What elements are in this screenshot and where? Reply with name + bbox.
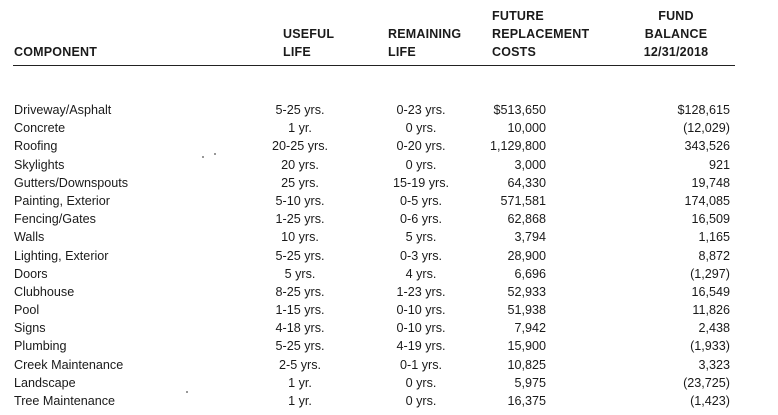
remaining-life-cell: 0 yrs. xyxy=(405,375,437,390)
table-row xyxy=(0,247,778,265)
header-divider xyxy=(13,65,735,66)
header-useful-life xyxy=(283,25,334,61)
future-cost-cell: 51,938 xyxy=(507,303,546,318)
table-row xyxy=(0,192,778,210)
fund-balance-cell: 343,526 xyxy=(684,139,730,154)
useful-life-cell: 20 yrs. xyxy=(281,157,319,172)
component-cell: Fencing/Gates xyxy=(14,212,96,227)
scan-speck xyxy=(202,156,204,158)
remaining-life-cell: 0-6 yrs. xyxy=(400,212,442,227)
header-remaining-life-line-2: LIFE xyxy=(388,45,416,59)
header-fund-balance-line-3: 12/31/2018 xyxy=(643,45,709,59)
component-cell: Landscape xyxy=(14,375,76,390)
scan-speck xyxy=(186,391,188,393)
fund-balance-cell: 8,872 xyxy=(698,248,730,263)
fund-balance-cell: (23,725) xyxy=(683,375,730,390)
header-future-costs-line-2: REPLACEMENT xyxy=(492,27,590,41)
useful-life-cell: 25 yrs. xyxy=(281,175,319,190)
remaining-life-cell: 5 yrs. xyxy=(405,230,437,245)
fund-balance-cell: 2,438 xyxy=(698,321,730,336)
remaining-life-cell: 1-23 yrs. xyxy=(396,284,446,299)
useful-life-cell: 5-25 yrs. xyxy=(275,248,325,263)
remaining-life-cell: 4 yrs. xyxy=(405,266,437,281)
future-cost-cell: 10,825 xyxy=(507,357,546,372)
table-row xyxy=(0,210,778,228)
useful-life-cell: 4-18 yrs. xyxy=(275,321,325,336)
table-row xyxy=(0,319,778,337)
fund-balance-cell: 16,509 xyxy=(691,212,730,227)
table-row xyxy=(0,356,778,374)
future-cost-cell: 3,794 xyxy=(514,230,546,245)
remaining-life-cell: 4-19 yrs. xyxy=(396,339,446,354)
useful-life-cell: 10 yrs. xyxy=(281,230,319,245)
future-cost-cell: 15,900 xyxy=(507,339,546,354)
table-row xyxy=(0,265,778,283)
component-cell: Clubhouse xyxy=(14,284,75,299)
scan-speck xyxy=(214,153,216,155)
component-cell: Driveway/Asphalt xyxy=(14,103,112,117)
component-cell: Skylights xyxy=(14,157,65,172)
fund-balance-cell: 11,826 xyxy=(692,303,730,318)
remaining-life-cell: 0 yrs. xyxy=(405,121,437,136)
future-cost-cell: 5,975 xyxy=(514,375,546,390)
remaining-life-cell: 0-10 yrs. xyxy=(396,321,446,336)
future-cost-cell: 64,330 xyxy=(507,175,546,190)
remaining-life-cell: 0-20 yrs. xyxy=(396,139,446,154)
header-future-costs-line-3: COSTS xyxy=(492,45,537,59)
future-cost-cell: 3,000 xyxy=(514,157,546,172)
future-cost-cell: 1,129,800 xyxy=(489,139,546,154)
future-cost-cell: 28,900 xyxy=(507,248,546,263)
future-cost-cell: 6,696 xyxy=(514,266,546,281)
future-cost-cell: 16,375 xyxy=(507,394,546,408)
table-row xyxy=(0,283,778,301)
header-component-line: COMPONENT xyxy=(14,45,98,59)
header-remaining-life xyxy=(388,25,461,61)
header-remaining-life-line-1: REMAINING xyxy=(388,27,462,41)
table-row xyxy=(0,337,778,355)
useful-life-cell: 1-15 yrs. xyxy=(275,303,325,318)
table-row xyxy=(0,174,778,192)
fund-balance-cell: 19,748 xyxy=(691,175,730,190)
fund-balance-cell: (12,029) xyxy=(683,121,730,136)
fund-balance-cell: 3,323 xyxy=(698,357,730,372)
useful-life-cell: 1 yr. xyxy=(288,394,312,408)
header-useful-life-line-2: LIFE xyxy=(283,45,311,59)
fund-balance-cell: 16,549 xyxy=(691,284,730,299)
header-future-costs xyxy=(492,7,589,61)
table-row xyxy=(0,301,778,319)
future-cost-cell: 571,581 xyxy=(500,193,546,208)
component-cell: Concrete xyxy=(14,121,66,136)
component-cell: Walls xyxy=(14,230,45,245)
table-row xyxy=(0,374,778,392)
fund-balance-cell: 1,165 xyxy=(698,230,730,245)
header-component xyxy=(14,43,97,61)
fund-balance-cell: 174,085 xyxy=(684,193,730,208)
header-future-costs-line-1: FUTURE xyxy=(492,9,544,23)
fund-balance-cell: $128,615 xyxy=(677,103,730,117)
table-row xyxy=(0,392,778,410)
component-cell: Doors xyxy=(14,266,48,281)
component-cell: Tree Maintenance xyxy=(14,394,116,408)
useful-life-cell: 1-25 yrs. xyxy=(275,212,325,227)
component-cell: Plumbing xyxy=(14,339,67,354)
component-cell: Roofing xyxy=(14,139,58,154)
component-cell: Painting, Exterior xyxy=(14,193,110,208)
useful-life-cell: 2-5 yrs. xyxy=(279,357,321,372)
table-row xyxy=(0,119,778,137)
useful-life-cell: 5-25 yrs. xyxy=(275,103,325,117)
remaining-life-cell: 0-1 yrs. xyxy=(400,357,442,372)
future-cost-cell: 7,942 xyxy=(514,321,546,336)
header-fund-balance-line-2: BALANCE xyxy=(644,27,708,41)
future-cost-cell: 62,868 xyxy=(507,212,546,227)
remaining-life-cell: 0-10 yrs. xyxy=(396,303,446,318)
useful-life-cell: 5-25 yrs. xyxy=(275,339,325,354)
future-cost-cell: $513,650 xyxy=(493,103,546,117)
remaining-life-cell: 0-5 yrs. xyxy=(400,193,442,208)
header-fund-balance xyxy=(630,7,722,61)
remaining-life-cell: 15-19 yrs. xyxy=(393,175,449,190)
table-row xyxy=(0,137,778,155)
remaining-life-cell: 0 yrs. xyxy=(405,157,437,172)
table-row xyxy=(0,156,778,174)
useful-life-cell: 20-25 yrs. xyxy=(272,139,328,154)
remaining-life-cell: 0 yrs. xyxy=(405,394,437,408)
component-table-body xyxy=(0,101,778,410)
component-cell: Lighting, Exterior xyxy=(14,248,109,263)
future-cost-cell: 10,000 xyxy=(507,121,546,136)
fund-balance-cell: (1,297) xyxy=(690,266,730,281)
fund-balance-cell: (1,933) xyxy=(690,339,730,354)
fund-balance-cell: 921 xyxy=(708,157,730,172)
header-fund-balance-line-1: FUND xyxy=(658,9,694,23)
useful-life-cell: 1 yr. xyxy=(288,121,312,136)
component-cell: Signs xyxy=(14,321,46,336)
useful-life-cell: 5-10 yrs. xyxy=(275,193,325,208)
remaining-life-cell: 0-3 yrs. xyxy=(400,248,442,263)
header-useful-life-line-1: USEFUL xyxy=(283,27,335,41)
remaining-life-cell: 0-23 yrs. xyxy=(396,103,446,117)
component-cell: Gutters/Downspouts xyxy=(14,175,129,190)
fund-balance-cell: (1,423) xyxy=(690,394,730,408)
table-row xyxy=(0,101,778,119)
component-cell: Creek Maintenance xyxy=(14,357,124,372)
component-cell: Pool xyxy=(14,303,40,318)
useful-life-cell: 1 yr. xyxy=(288,375,312,390)
future-cost-cell: 52,933 xyxy=(507,284,546,299)
useful-life-cell: 5 yrs. xyxy=(284,266,316,281)
useful-life-cell: 8-25 yrs. xyxy=(275,284,325,299)
table-row xyxy=(0,228,778,246)
